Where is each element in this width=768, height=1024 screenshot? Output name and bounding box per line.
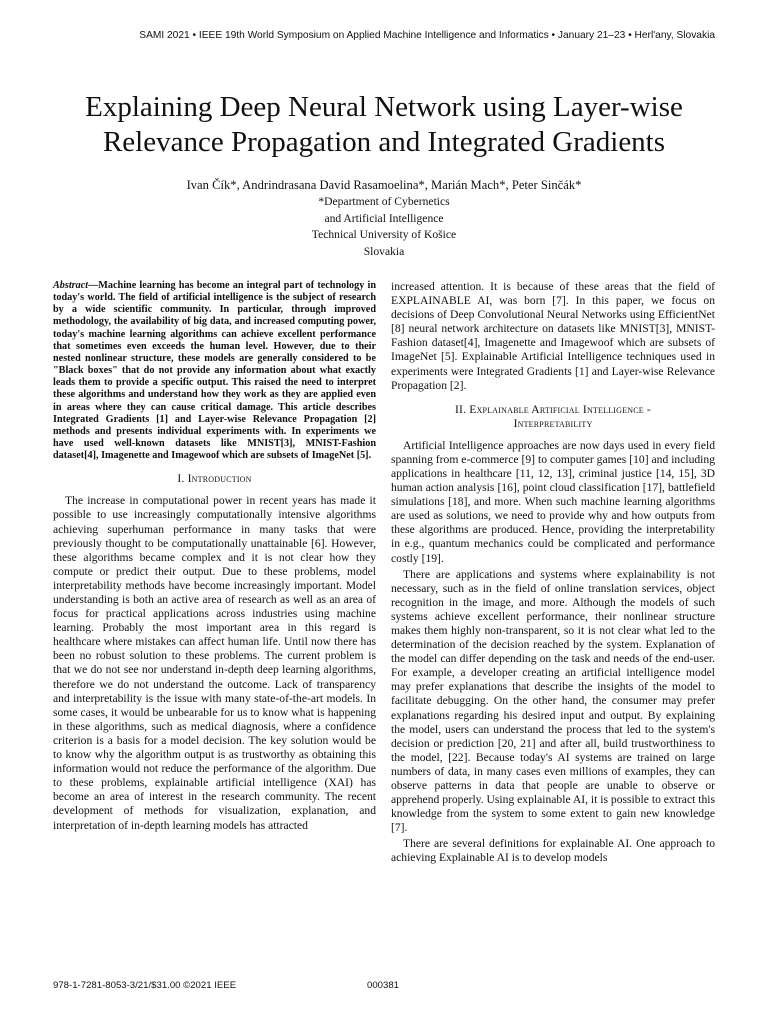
abstract-text: —Machine learning has become an integral part of technology in today's world. The field of artificial intelligence is the subject of research by a wide scientific community. In particular, through improved methodology, the availability of big data, and increased computing power, today's machine learning algorithms can achieve excellent performance that sometimes even exceeds the human level. However, due to their nested nonlinear structure, these models are generally considered to be "Black boxes" that do not provide any information about what exactly leads them to provide a specific output. This raised the need to interpret these algorithms and understand how they work as they are applied even in areas where they can cause critical damage. This article describes Integrated Gradients [1] and Layer-wise Relevance Propagation [2] methods and presents individual experiments with. In experiments we have used well-known datasets like MNIST[3], MNIST-Fashion dataset[4], Imagenette and Imagewoof which are subsets of ImageNet [5]. bbox=[53, 280, 376, 462]
section-heading-line: Interpretability bbox=[513, 416, 593, 430]
title-line-2: Relevance Propagation and Integrated Gradients bbox=[102, 126, 666, 158]
abstract bbox=[53, 280, 376, 462]
page-number: 000381 bbox=[367, 980, 400, 991]
left-column bbox=[53, 280, 376, 835]
running-head: SAMI 2021 • IEEE 19th World Symposium on Applied Machine Intelligence and Informatics • January 21–23 • Herl'any, Slovakia bbox=[139, 30, 715, 41]
section-heading-introduction: I. Introduction bbox=[177, 472, 252, 486]
title-line-1: Explaining Deep Neural Network using Layer-wise bbox=[85, 91, 683, 123]
paragraph: Artificial Intelligence approaches are now days used in every field spanning from e-commerce [9] to computer games [10] and including applications in healthcare [11, 12, 13], criminal justice [14, 15], 3D human action analysis [16], point cloud classification [17], battlefield simulations [18], and more. When such machine learning algorithms are used as solutions, we need to provide why and how outputs from these algorithms are produced. Hence, providing the interpretability in e.g., quantum mechanics could be complicated and performance costly [19]. bbox=[391, 438, 715, 565]
section-heading-line: II. Explainable Artificial Intelligence - bbox=[454, 402, 651, 416]
paper-title bbox=[40, 90, 728, 160]
affiliation-line: Slovakia bbox=[363, 244, 405, 258]
affiliation bbox=[40, 194, 728, 260]
abstract-label: Abstract bbox=[53, 280, 89, 291]
footer-isbn: 978-1-7281-8053-3/21/$31.00 ©2021 IEEE bbox=[53, 980, 237, 991]
affiliation-line: *Department of Cybernetics bbox=[318, 195, 450, 208]
paragraph: The increase in computational power in recent years has made it possible to use increasingly computationally intensive algorithms achieving superhuman performance in many tasks that were previously thought to be computationally unattainable [6]. However, these algorithms became complex and it is not clear how they compute or predict their output. Due to these problems, model interpretability methods have become increasingly important. Model understanding is both an active area of research as well as an area of focus for practical applications across industries using machine learning. Probably the most important area in this regard is healthcare where mistakes can affect human life. Until now there has been no robust solution to these problems. The current problem is that we do not see nor understand in-depth deep learning algorithms, therefore we do not understand the outcome. Lack of transparency and interpretability is the issue with many state-of-the-art models. In some cases, it would be unbearable for us to know what is happening in these algorithms, such as medical diagnosis, where a confidence criterion is a basis for a model decision. The key solution would be to know why the algorithm output is as trustworthy as obtaining this information would not reduce the performance of the algorithm. Due to these problems, explainable artificial intelligence (XAI) has become an area of interest in the research community. The recent development of methods for visualization, explanation, and interpretation of in-depth learning models has attracted bbox=[53, 494, 376, 832]
section-heading-xai bbox=[391, 403, 715, 431]
right-column bbox=[391, 280, 715, 868]
paragraph: There are applications and systems where explainability is not necessary, such as in the field of online translation services, object recognition in the image, and more. Although the models of such systems achieve excellent performance, their nonlinear structure makes them highly non-transparent, so it is not clear what led to the determination of the decision reached by the system. Explanation of the model can differ depending on the task and needs of the end-user. For example, a developer creating an artificial intelligence model may prefer explanations that describe the insights of the model to facilitate debugging. On the other hand, the consumer may prefer explanations regarding his desired input and output. By explaining the model, users can understand the process that led to the system's decision or prediction [20, 21] and after all, build trustworthiness to the model, [22]. Because today's AI systems are trained on large numbers of data, in many cases even millions of examples, they can observe patterns in data that people are unable to observe or apprehend properly. Using explainable AI, it is possible to extract this knowledge from the system to some extent to gain new knowledge [7]. bbox=[391, 567, 715, 835]
paragraph-continued: increased attention. It is because of these areas that the field of EXPLAINABLE AI, was born [7]. In this paper, we focus on decisions of Deep Convolutional Neural Networks using EfficientNet [8] neural network architecture on datasets like MNIST[3], MNIST-Fashion dataset[4], Imagenette and Imagewoof which are subsets of ImageNet [5]. Explainable Artificial Intelligence techniques used in experiments were Integrated Gradients [1] and Layer-wise Relevance Propagation [2]. bbox=[391, 280, 715, 392]
paragraph: There are several definitions for explainable AI. One approach to achieving Explainable AI is to develop models bbox=[391, 837, 715, 865]
affiliation-line: and Artificial Intelligence bbox=[324, 211, 444, 225]
affiliation-line: Technical University of Košice bbox=[311, 228, 457, 242]
author-list: Ivan Čík*, Andrindrasana David Rasamoelina*, Marián Mach*, Peter Sinčák* bbox=[186, 178, 582, 192]
